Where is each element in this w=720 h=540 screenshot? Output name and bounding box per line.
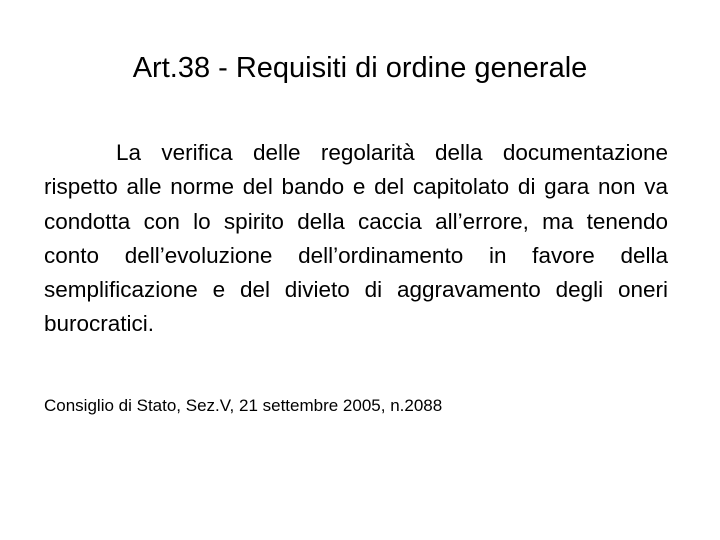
slide-body-text: La verifica delle regolarità della documentazione rispetto alle norme del bando e del capitolato di gara non va condotta con lo spirito della caccia all’errore, ma tenendo conto dell’evoluzione dell’ordinamento in favore della semplificazione e del divieto di aggravamento degli oneri burocratici.: [44, 140, 668, 337]
slide-title: Art.38 - Requisiti di ordine generale: [132, 52, 588, 84]
slide-citation: Consiglio di Stato, Sez.V, 21 settembre 2005, n.2088: [44, 396, 443, 415]
